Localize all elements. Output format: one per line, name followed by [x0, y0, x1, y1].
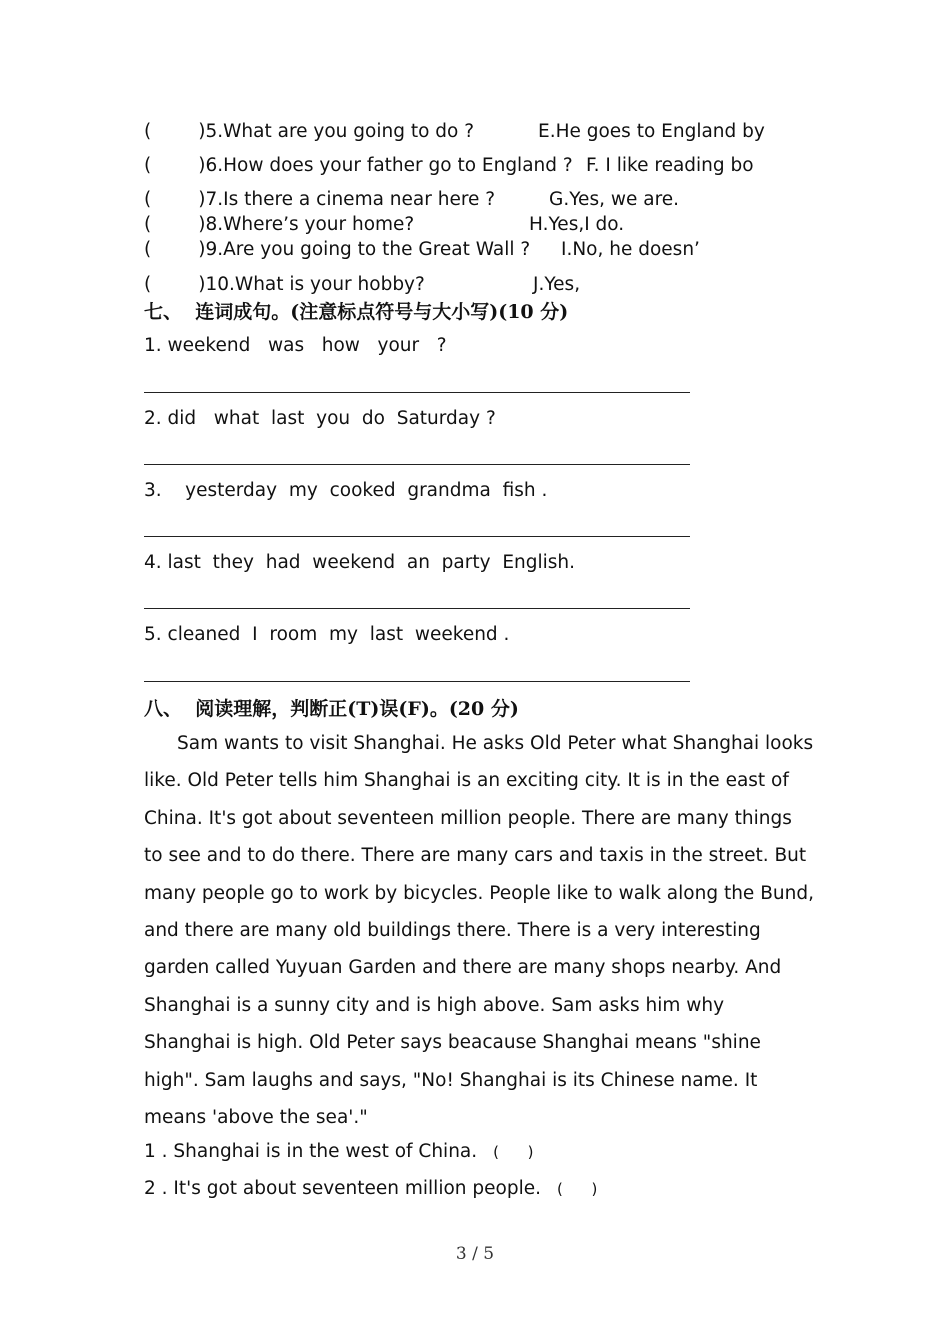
- section8-heading: 八、 阅读理解，判断正(T)误(F)。(20 分): [144, 698, 519, 720]
- matching-answer: J.Yes,: [533, 274, 581, 295]
- page-number: 3 / 5: [455, 1244, 495, 1264]
- matching-question: ( )5.What are you going to do ?: [144, 121, 475, 142]
- sentence-item: 4. last they had weekend an party English.: [144, 552, 576, 573]
- sentence-item: 5. cleaned I room my last weekend .: [144, 624, 510, 645]
- answer-line: [144, 608, 690, 609]
- answer-line: [144, 681, 690, 682]
- matching-answer: F. I like reading bo: [586, 155, 754, 176]
- matching-answer: E.He goes to England by: [538, 121, 765, 142]
- answer-line: [144, 536, 690, 537]
- answer-blank[interactable]: ( ): [493, 1143, 534, 1161]
- reading-passage: [144, 725, 814, 1136]
- matching-question: ( )10.What is your hobby?: [144, 274, 425, 295]
- matching-question: ( )8.Where’s your home?: [144, 214, 415, 235]
- answer-line: [144, 392, 690, 393]
- matching-answer: G.Yes, we are.: [549, 189, 680, 210]
- section7-heading: 七、 连词成句。(注意标点符号与大小写)(10 分): [144, 301, 569, 323]
- sentence-item: 1. weekend was how your ?: [144, 335, 447, 356]
- answer-line: [144, 464, 690, 465]
- passage-text: Sam wants to visit Shanghai. He asks Old Peter what Shanghai looks like. Old Peter tells him Shanghai is an exciting city. It is in the east of China. It's got about seventeen million people. There are many things to see and to do there. There are many cars and taxis in the street. But many people go to work by bicycles. People like to walk along the Bund, and there are many old buildings there. There is a very interesting garden called Yuyuan Garden and there are many shops nearby. And Shanghai is a sunny city and is high above. Sam asks him why Shanghai is high. Old Peter says beacause Shanghai means "shine high". Sam laughs and says, "No! Shanghai is its Chinese name. It means 'above the sea'.": [144, 733, 814, 1129]
- matching-answer: I.No, he doesn’: [561, 239, 700, 260]
- tf-question: [144, 1178, 597, 1199]
- tf-question-text: 2 . It's got about seventeen million people.: [144, 1178, 541, 1199]
- matching-question: ( )7.Is there a cinema near here ?: [144, 189, 496, 210]
- tf-question: [144, 1141, 533, 1162]
- sentence-item: 2. did what last you do Saturday ?: [144, 408, 496, 429]
- matching-answer: H.Yes,I do.: [529, 214, 625, 235]
- tf-question-text: 1 . Shanghai is in the west of China.: [144, 1141, 478, 1162]
- answer-blank[interactable]: ( ): [556, 1180, 598, 1198]
- matching-question: ( )9.Are you going to the Great Wall ?: [144, 239, 531, 260]
- matching-question: ( )6.How does your father go to England ?: [144, 155, 573, 176]
- sentence-item: 3. yesterday my cooked grandma fish .: [144, 480, 548, 501]
